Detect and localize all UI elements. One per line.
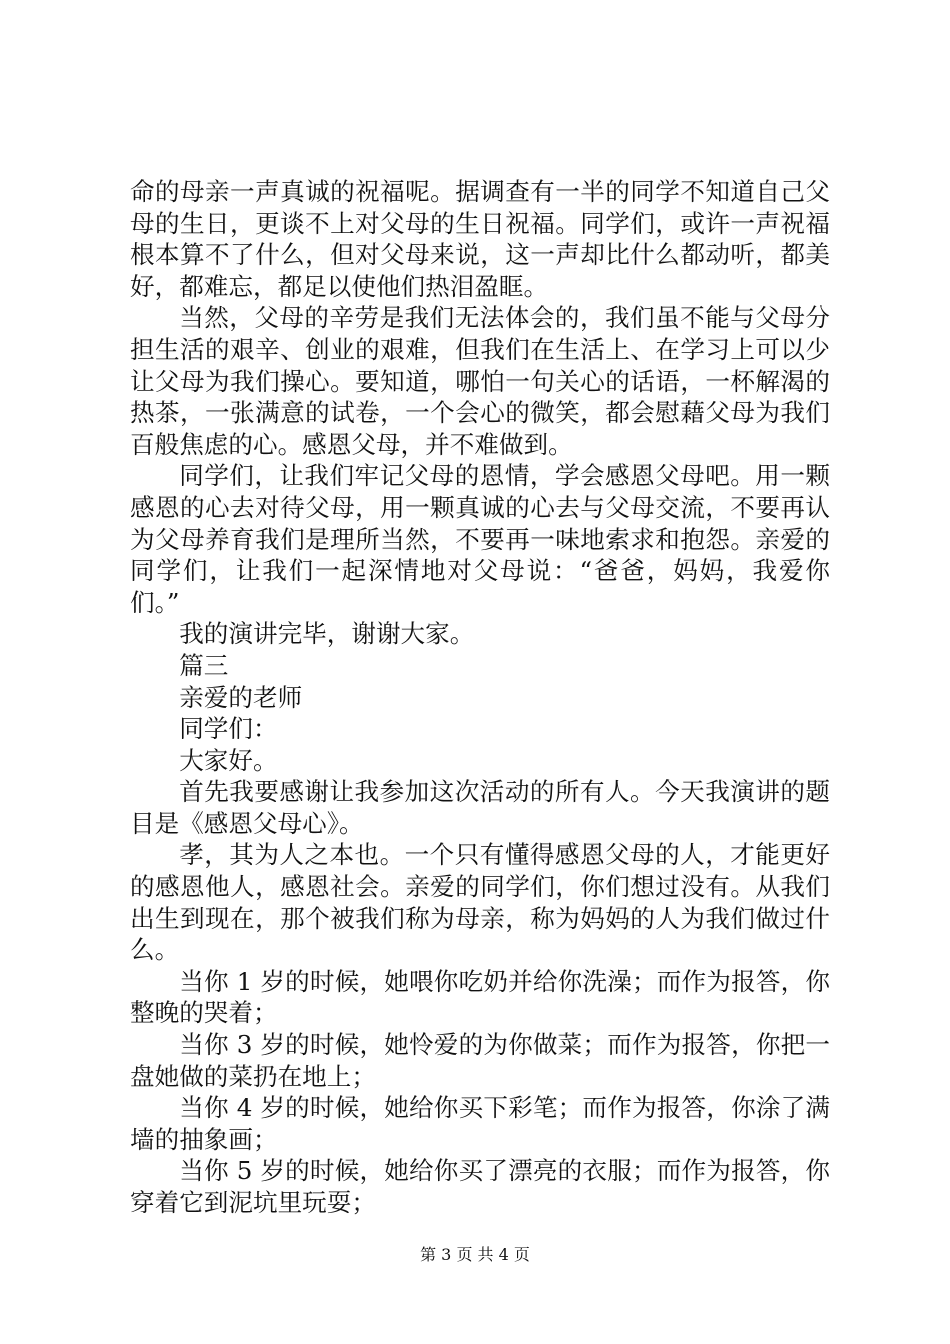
- paragraph-1: 命的母亲一声真诚的祝福呢。据调查有一半的同学不知道自己父母的生日，更谈不上对父母的生日祝福。同学们，或许一声祝福根本算不了什么，但对父母来说，这一声却比什么都动听，都美好，都难忘，都足以使他们热泪盈眶。: [130, 177, 830, 301]
- salutation-teachers: 亲爱的老师: [179, 682, 303, 712]
- greeting: 大家好。: [179, 745, 278, 775]
- paragraph-14: 当你 5 岁的时候，她给你买了漂亮的衣服；而作为报答，你穿着它到泥坑里玩耍；: [130, 1156, 830, 1217]
- document-body: [130, 176, 830, 1219]
- page-footer: 第 3 页 共 4 页: [420, 1245, 530, 1264]
- paragraph-11: 当你 1 岁的时候，她喂你吃奶并给你洗澡；而作为报答，你整晚的哭着；: [130, 966, 830, 1028]
- paragraph-4: 我的演讲完毕，谢谢大家。: [179, 619, 475, 649]
- salutation-students: 同学们：: [179, 714, 278, 744]
- paragraph-13: 当你 4 岁的时候，她给你买下彩笔；而作为报答，你涂了满墙的抽象画；: [130, 1093, 830, 1154]
- paragraph-2: 当然，父母的辛劳是我们无法体会的，我们虽不能与父母分担生活的艰辛、创业的艰难，但我们在生活上、在学习上可以少让父母为我们操心。要知道，哪怕一句关心的话语，一杯解渴的热茶，一张满意的试卷，一个会心的微笑，都会慰藉父母为我们百般焦虑的心。感恩父母，并不难做到。: [130, 303, 830, 459]
- paragraph-3: 同学们，让我们牢记父母的恩情，学会感恩父母吧。用一颗感恩的心去对待父母，用一颗真诚的心去与父母交流，不要再认为父母养育我们是理所当然，不要再一味地索求和抱怨。亲爱的同学们，让我们一起深情地对父母说：“爸爸，妈妈，我爱你们。”: [130, 461, 830, 617]
- paragraph-10: 孝，其为人之本也。一个只有懂得感恩父母的人，才能更好的感恩他人，感恩社会。亲爱的同学们，你们想过没有。从我们出生到现在，那个被我们称为母亲，称为妈妈的人为我们做过什么。: [130, 840, 830, 965]
- paragraph-12: 当你 3 岁的时候，她怜爱的为你做菜；而作为报答，你把一盘她做的菜扔在地上；: [130, 1030, 830, 1091]
- paragraph-9: 首先我要感谢让我参加这次活动的所有人。今天我演讲的题目是《感恩父母心》。: [130, 777, 830, 838]
- section-heading: 篇三: [179, 650, 229, 680]
